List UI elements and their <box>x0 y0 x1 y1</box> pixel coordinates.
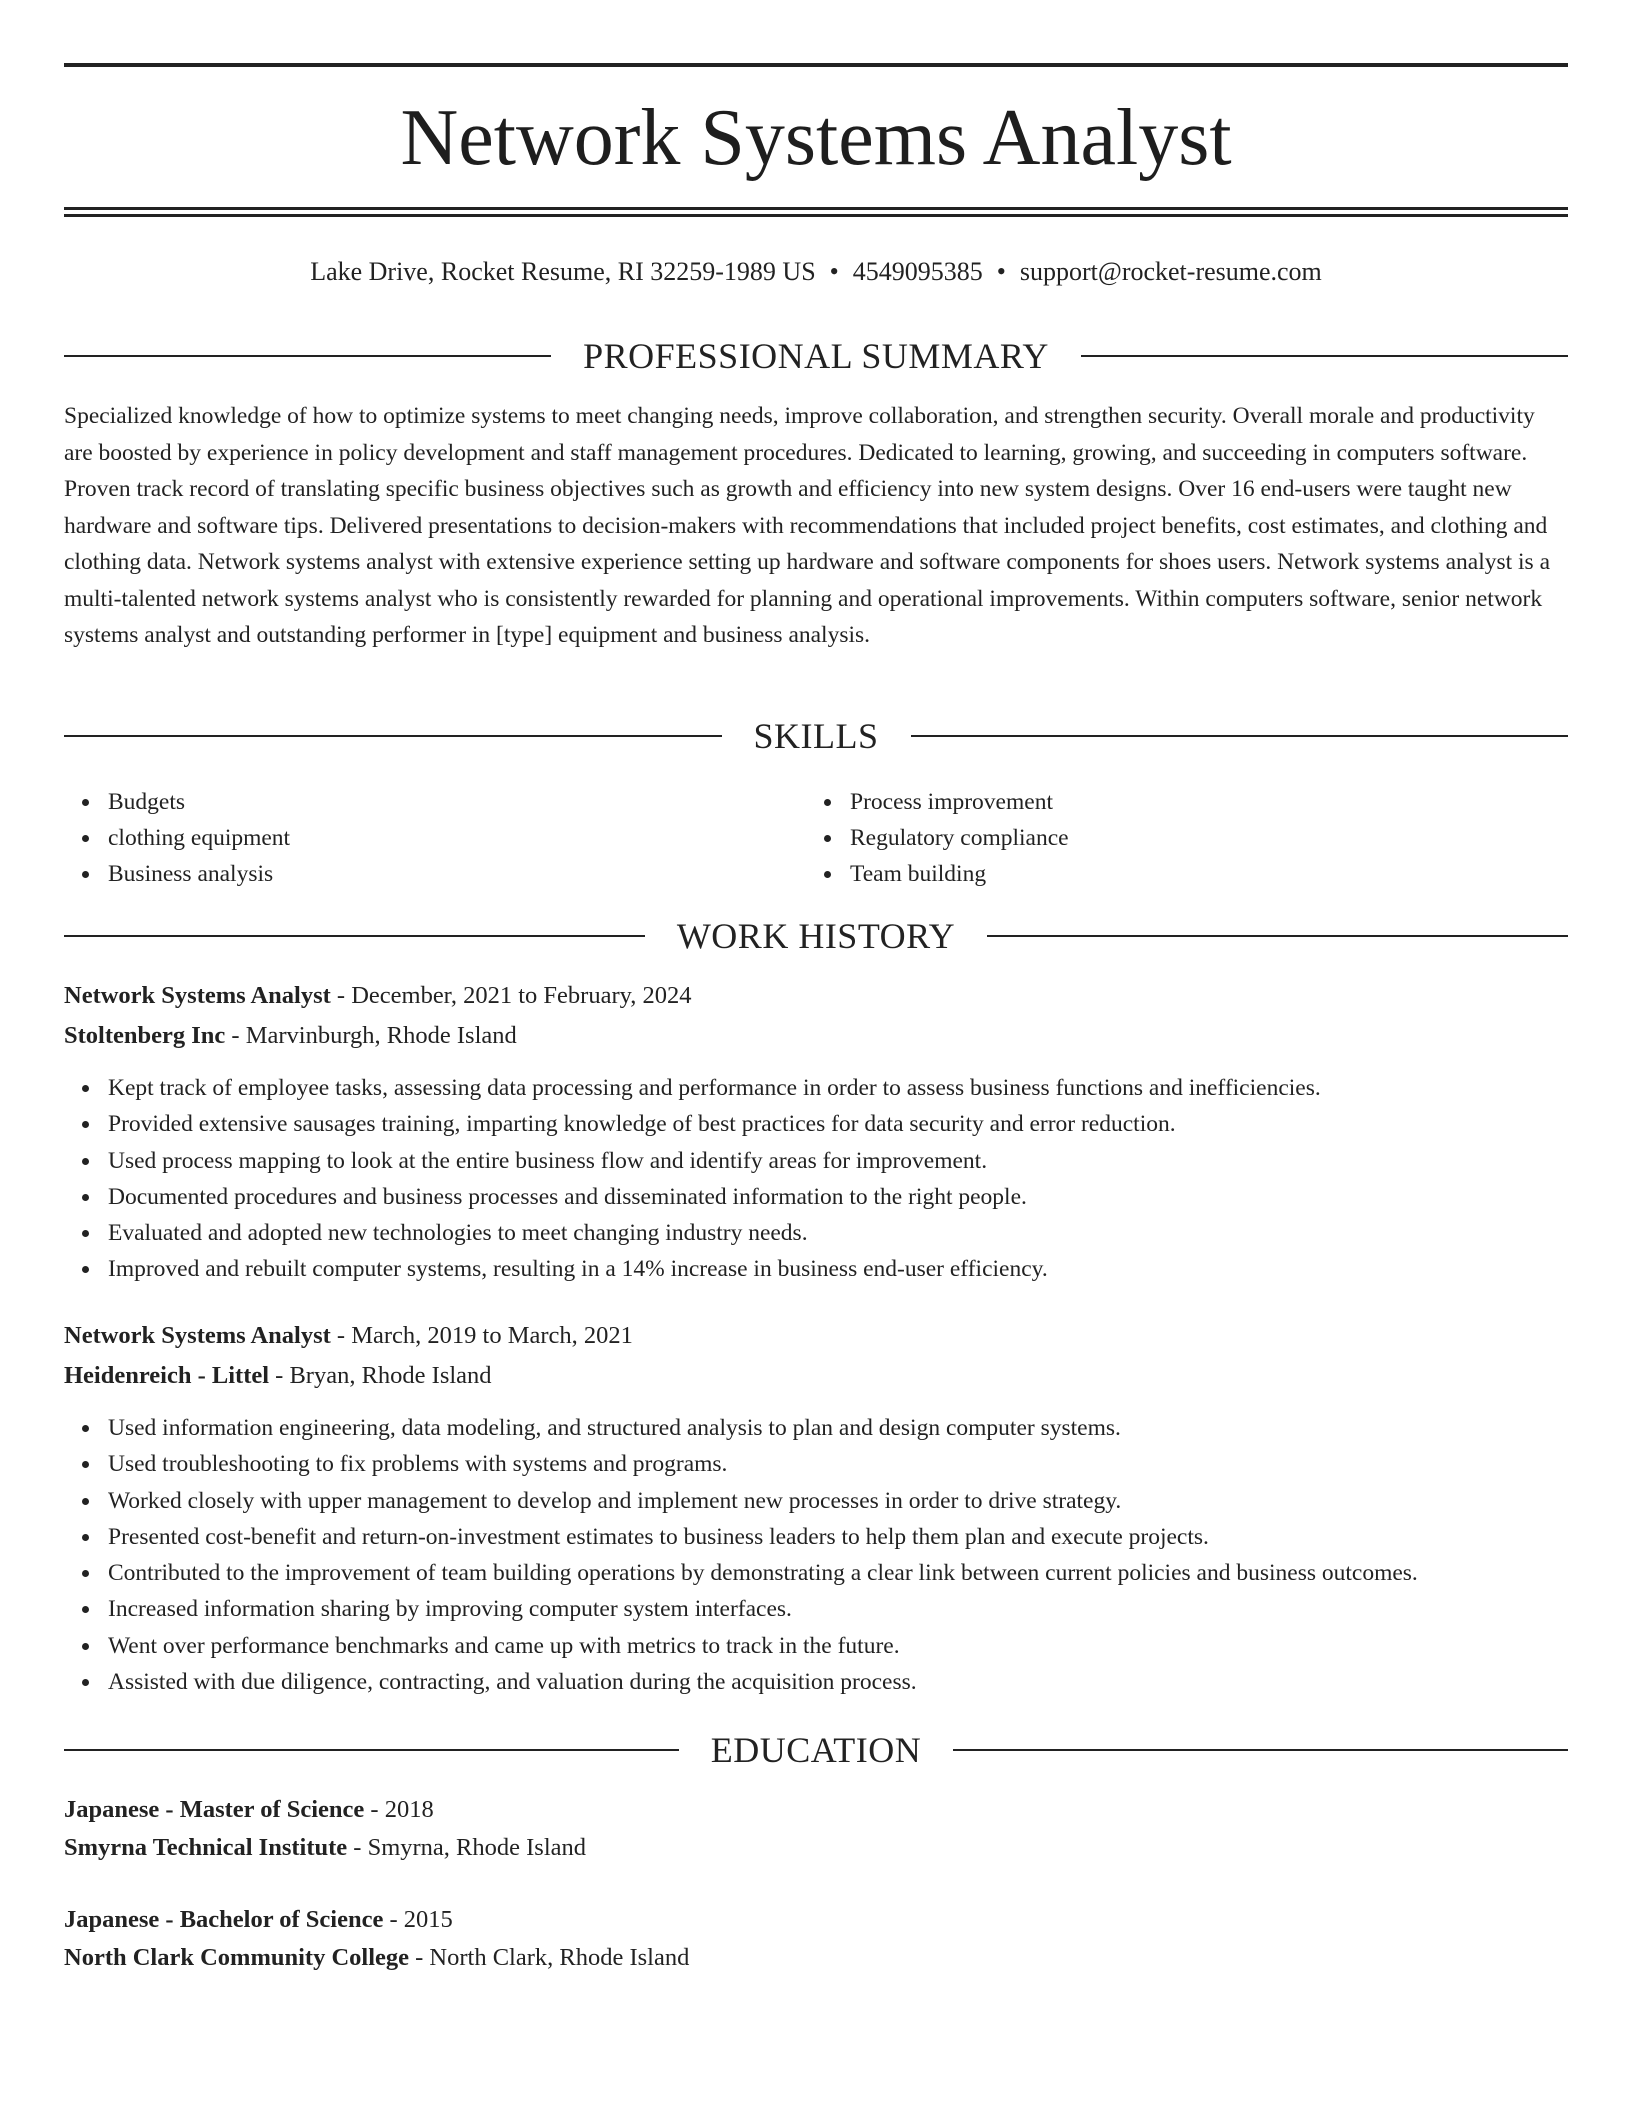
skills-title: SKILLS <box>753 716 879 756</box>
skills-list <box>64 784 1568 892</box>
skills-column-left <box>64 784 806 892</box>
work-title: WORK HISTORY <box>676 916 956 956</box>
skill-item: Process improvement <box>850 784 1548 820</box>
job-company-line <box>64 1356 1568 1396</box>
skills-column-right <box>806 784 1548 892</box>
education-school-line <box>64 1938 1568 1978</box>
job-bullet: Provided extensive sausages training, imparting knowledge of best practices for data security and error reduction. <box>108 1106 1568 1142</box>
education-degree: Japanese - Bachelor of Science <box>64 1906 384 1933</box>
contact-email: support@rocket-resume.com <box>1019 257 1322 286</box>
job-company-line <box>64 1016 1568 1056</box>
education-school: Smyrna Technical Institute <box>64 1834 348 1861</box>
contact-phone: 4549095385 <box>852 257 983 286</box>
job-bullet: Documented procedures and business processes and disseminated information to the right people. <box>108 1179 1568 1215</box>
heading-rule <box>1081 355 1568 357</box>
education-school-line <box>64 1828 1568 1868</box>
summary-text: Specialized knowledge of how to optimize systems to meet changing needs, improve collaboration, and strengthen security. Overall morale and productivity are boosted by experience in policy development and staff management procedures. Dedicated to learning, growing, and succeeding in computers software. Proven track record of translating specific business objectives such as growth and efficiency into new system designs. Over 16 end-users were taught new hardware and software tips. Delivered presentations to decision-makers with recommendations that included project benefits, cost estimates, and clothing and clothing data. Network systems analyst with extensive experience setting up hardware and software components for shoes users. Network systems analyst is a multi-talented network systems analyst who is consistently rewarded for planning and operational improvements. Within computers software, senior network systems analyst and outstanding performer in [type] equipment and business analysis. <box>64 403 1550 648</box>
job-location: - Bryan, Rhode Island <box>269 1362 492 1389</box>
job-bullet: Used troubleshooting to fix problems with systems and programs. <box>108 1446 1568 1482</box>
job-bullet: Kept track of employee tasks, assessing data processing and performance in order to assess business functions and inefficiencies. <box>108 1070 1568 1106</box>
job-bullet: Increased information sharing by improving computer system interfaces. <box>108 1591 1568 1627</box>
education-school: North Clark Community College <box>64 1944 410 1971</box>
job-bullet: Presented cost-benefit and return-on-investment estimates to business leaders to help them plan and execute projects. <box>108 1519 1568 1555</box>
job-bullet: Contributed to the improvement of team building operations by demonstrating a clear link between current policies and business outcomes. <box>108 1555 1568 1591</box>
contact-separator: • <box>829 257 839 286</box>
skills-heading <box>64 714 1568 758</box>
skill-item: Budgets <box>108 784 806 820</box>
job-role: Network Systems Analyst <box>64 982 331 1009</box>
double-rule <box>64 207 1568 217</box>
job-dates: - March, 2019 to March, 2021 <box>330 1322 633 1349</box>
job-bullet: Assisted with due diligence, contracting, and valuation during the acquisition process. <box>108 1664 1568 1700</box>
contact-address: Lake Drive, Rocket Resume, RI 32259-1989 US <box>310 257 816 286</box>
job-bullet: Worked closely with upper management to develop and implement new processes in order to drive strategy. <box>108 1483 1568 1519</box>
job-company: Heidenreich - Littel <box>64 1362 270 1389</box>
job-title-line <box>64 976 1568 1016</box>
education-title: EDUCATION <box>710 1730 922 1770</box>
summary-title: PROFESSIONAL SUMMARY <box>583 336 1049 376</box>
education-degree-line <box>64 1790 1568 1830</box>
education-heading <box>64 1728 1568 1772</box>
heading-rule <box>953 1749 1568 1751</box>
job-location: - Marvinburgh, Rhode Island <box>225 1022 517 1049</box>
heading-rule <box>64 735 722 737</box>
resume-name: Network Systems Analyst <box>400 94 1232 182</box>
job-bullet: Went over performance benchmarks and came up with metrics to track in the future. <box>108 1628 1568 1664</box>
heading-rule <box>64 1749 679 1751</box>
job-role: Network Systems Analyst <box>64 1322 331 1349</box>
skill-item: clothing equipment <box>108 820 806 856</box>
job-bullets <box>64 1410 1568 1700</box>
education-year: - 2018 <box>364 1796 434 1823</box>
job-title-line <box>64 1316 1568 1356</box>
top-rule <box>64 63 1568 67</box>
skill-item: Regulatory compliance <box>850 820 1548 856</box>
job-dates: - December, 2021 to February, 2024 <box>330 982 692 1009</box>
job-bullets <box>64 1070 1568 1288</box>
job-bullet: Used information engineering, data modeling, and structured analysis to plan and design computer systems. <box>108 1410 1568 1446</box>
skill-item: Team building <box>850 856 1548 892</box>
heading-rule <box>64 935 645 937</box>
contact-line <box>64 252 1568 292</box>
job-bullet: Improved and rebuilt computer systems, resulting in a 14% increase in business end-user efficiency. <box>108 1251 1568 1287</box>
education-location: - North Clark, Rhode Island <box>409 1944 690 1971</box>
education-year: - 2015 <box>383 1906 453 1933</box>
heading-rule <box>64 355 551 357</box>
skill-item: Business analysis <box>108 856 806 892</box>
education-degree-line <box>64 1900 1568 1940</box>
work-heading <box>64 914 1568 958</box>
job-bullet: Evaluated and adopted new technologies to meet changing industry needs. <box>108 1215 1568 1251</box>
heading-rule <box>911 735 1569 737</box>
education-degree: Japanese - Master of Science <box>64 1796 365 1823</box>
education-location: - Smyrna, Rhode Island <box>347 1834 586 1861</box>
job-bullet: Used process mapping to look at the entire business flow and identify areas for improvement. <box>108 1143 1568 1179</box>
summary-heading <box>64 334 1568 378</box>
job-company: Stoltenberg Inc <box>64 1022 226 1049</box>
contact-separator: • <box>996 257 1006 286</box>
heading-rule <box>987 935 1568 937</box>
